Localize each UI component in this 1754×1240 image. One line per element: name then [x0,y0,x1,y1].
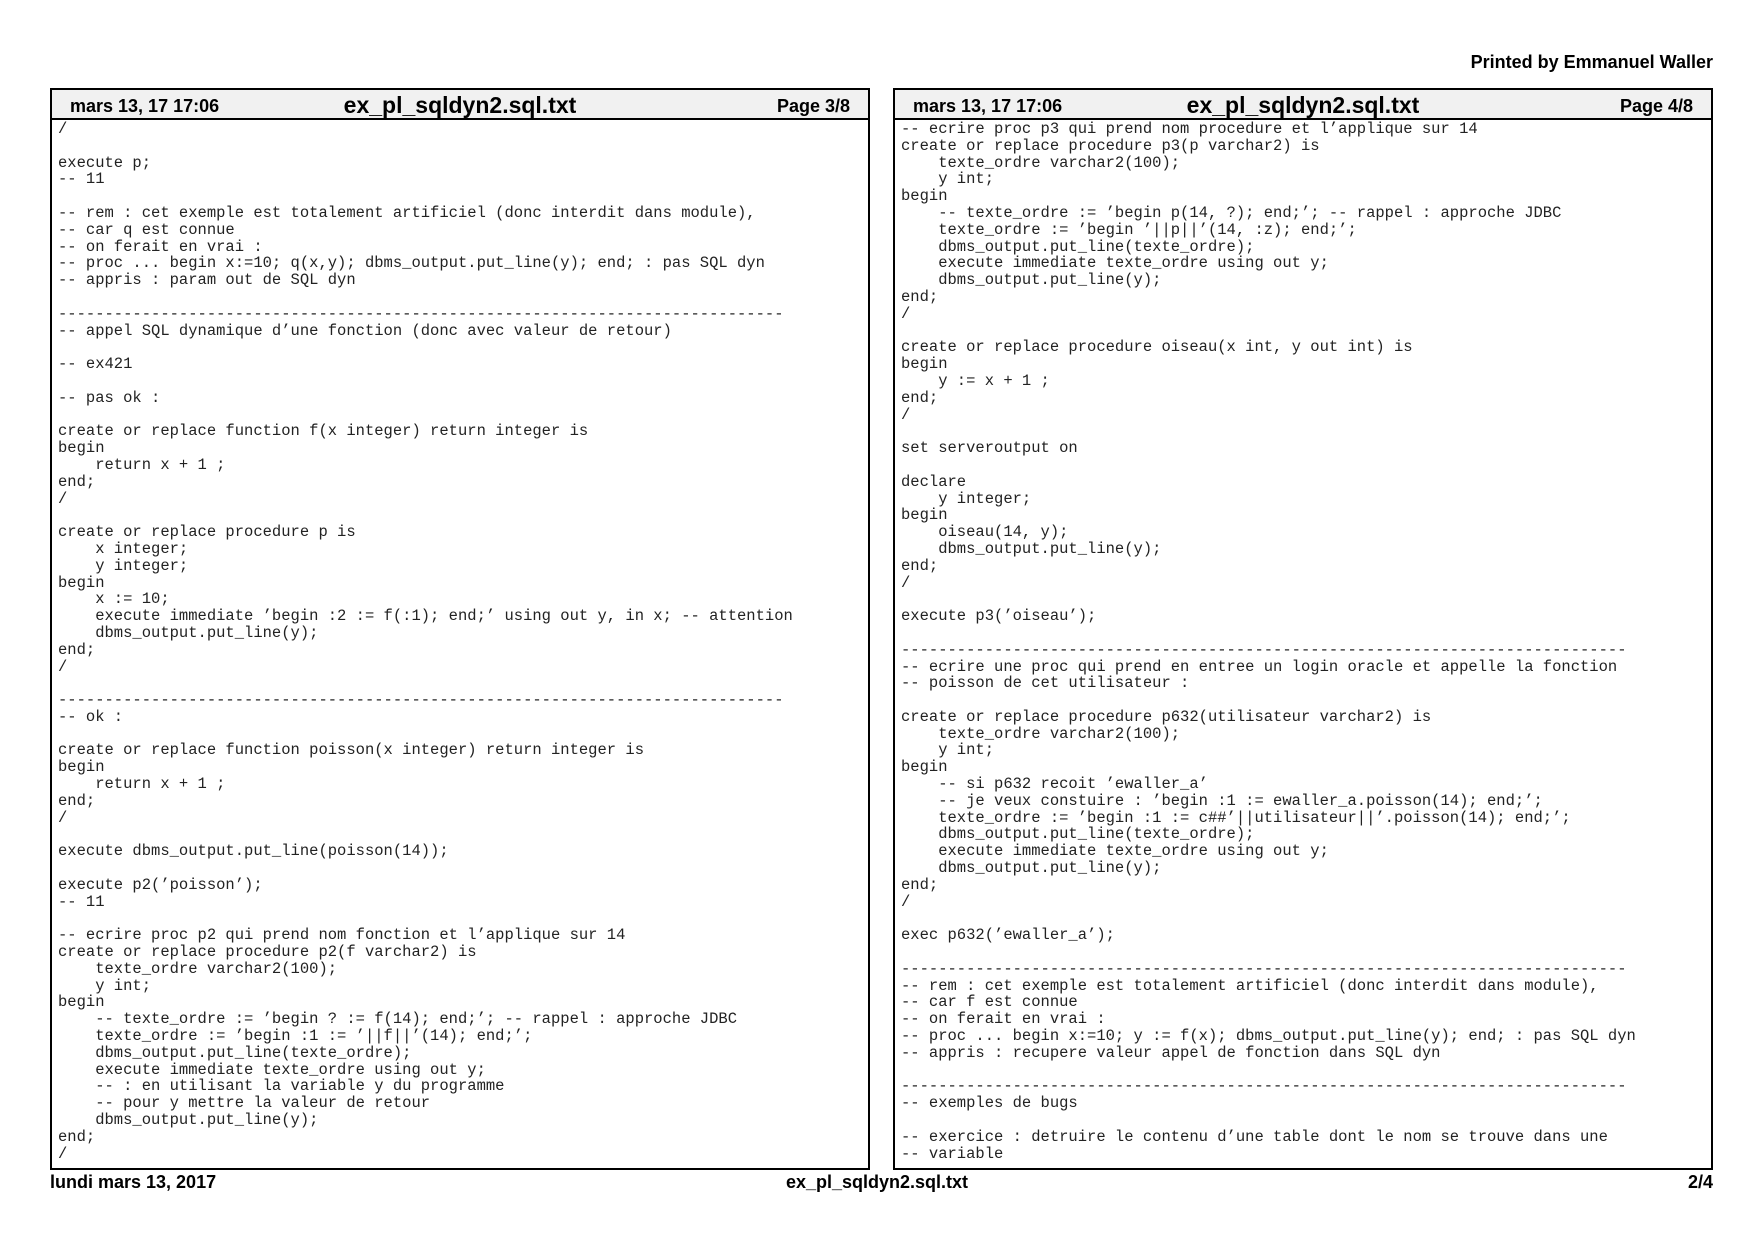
printed-by-label: Printed by Emmanuel Waller [1470,52,1713,72]
header-date: mars 13, 17 17:06 [70,96,220,116]
header-page-number: Page 3/8 [776,96,850,116]
header-filename: ex_pl_sqldyn2.sql.txt [343,92,577,118]
page-body [895,120,1711,1166]
header-date: mars 13, 17 17:06 [913,96,1063,116]
footer-sheet-number: 2/4 [1687,1172,1713,1192]
footer-filename: ex_pl_sqldyn2.sql.txt [785,1172,969,1192]
page-body [52,120,868,1166]
page-header [52,90,868,120]
page-4-panel [893,88,1713,1170]
code-listing: / execute p; -- 11 -- rem : cet exemple est totalement artificiel (donc interdit dans module), -- car q est connue -- on ferait en vrai : -- proc ... begin x:=10; q(x,y); dbms_output.put_line(y); end; : pas SQL dyn -- appris : param out de SQL dyn ------------------------------------------------------------------------------ -- appel SQL dynamique d’une fonction (donc avec valeur de retour) -- ex421 -- pas ok : create or replace function f(x integer) return integer is begin return x + 1 ; end; / create or replace procedure p is x integer; y integer; begin x := 10; execute immediate ’begin :2 := f(:1); end;’ using out y, in x; -- attention dbms_output.put_line(y); end; / ------------------------------------------------------------------------------ -- ok : create or replace function poisson(x integer) return integer is begin return x + 1 ; end; / execute dbms_output.put_line(poisson(14)); execute p2(’poisson’); -- 11 -- ecrire proc p2 qui prend nom fonction et l’applique sur 14 create or replace procedure p2(f varchar2) is texte_ordre varchar2(100); y int; begin -- texte_ordre := ’begin ? := f(14); end;’; -- rappel : approche JDBC texte_ordre := ’begin :1 := ’||f||’(14); end;’; dbms_output.put_line(texte_ordre); execute immediate texte_ordre using out y; -- : en utilisant la variable y du programme -- pour y mettre la valeur de retour dbms_output.put_line(y); end; / [58,120,793,1163]
page-header [895,90,1711,120]
footer-date: lundi mars 13, 2017 [50,1172,217,1192]
header-filename: ex_pl_sqldyn2.sql.txt [1186,92,1420,118]
header-page-number: Page 4/8 [1619,96,1693,116]
code-listing: -- ecrire proc p3 qui prend nom procedure et l’applique sur 14 create or replace procedure p3(p varchar2) is texte_ordre varchar2(100); y int; begin -- texte_ordre := ’begin p(14, ?); end;’; -- rappel : approche JDBC texte_ordre := ’begin ’||p||’(14, :z); end;’; dbms_output.put_line(texte_ordre); execute immediate texte_ordre using out y; dbms_output.put_line(y); end; / create or replace procedure oiseau(x int, y out int) is begin y := x + 1 ; end; / set serveroutput on declare y integer; begin oiseau(14, y); dbms_output.put_line(y); end; / execute p3(’oiseau’); ------------------------------------------------------------------------------ -- ecrire une proc qui prend en entree un login oracle et appelle la fonction -- poisson de cet utilisateur : create or replace procedure p632(utilisateur varchar2) is texte_ordre varchar2(100); y int; begin -- si p632 recoit ’ewaller_a’ -- je veux constuire : ’begin :1 := ewaller_a.poisson(14); end;’; texte_ordre := ’begin :1 := c##’||utilisateur||’.poisson(14); end;’; dbms_output.put_line(texte_ordre); execute immediate texte_ordre using out y; dbms_output.put_line(y); end; / exec p632(’ewaller_a’); ------------------------------------------------------------------------------ -- rem : cet exemple est totalement artificiel (donc interdit dans module), -- car f est connue -- on ferait en vrai : -- proc ... begin x:=10; y := f(x); dbms_output.put_line(y); end; : pas SQL dyn -- appris : recupere valeur appel de fonction dans SQL dyn ------------------------------------------------------------------------------ -- exemples de bugs -- exercice : detruire le contenu d’une table dont le nom se trouve dans une -- variable [901,120,1636,1163]
page-3-panel [50,88,870,1170]
